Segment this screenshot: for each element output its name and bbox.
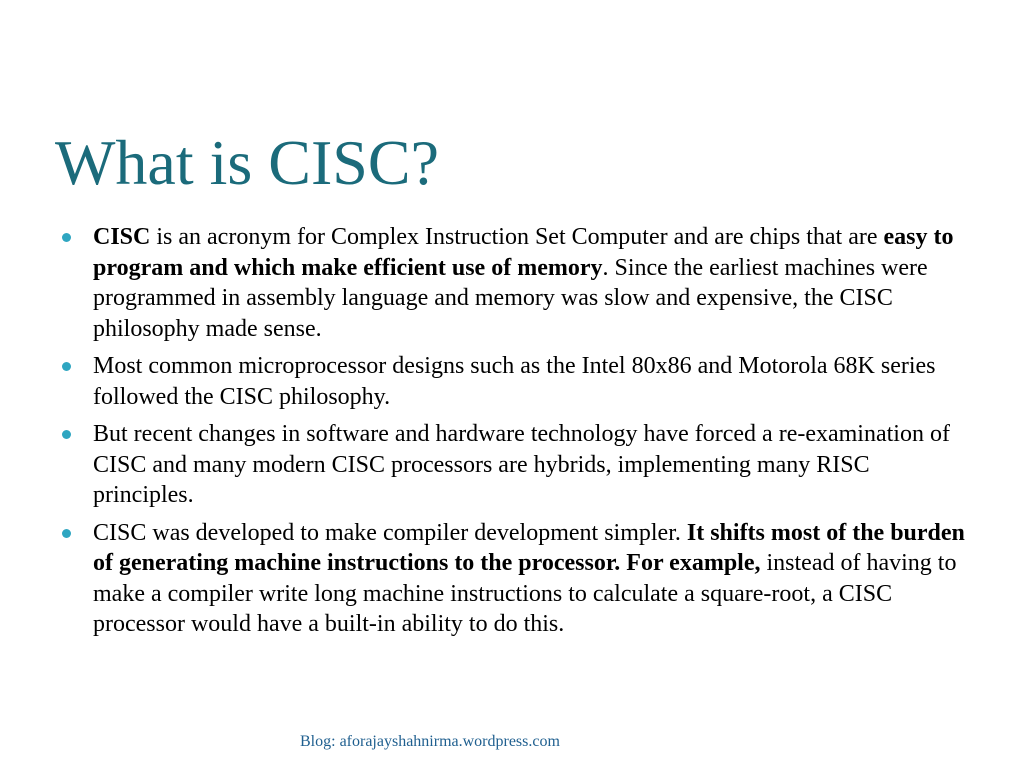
bullet-segment: CISC was developed to make compiler development simpler. (93, 519, 687, 546)
bullet-item (62, 222, 968, 344)
bullet-text (93, 353, 936, 410)
bullet-dot-icon (62, 362, 71, 371)
bullet-segment: Most common microprocessor designs such as the Intel 80x86 and Motorola 68K series followed the CISC philosophy. (93, 353, 936, 410)
bullet-bold-segment: easy to program and which make efficient use of memory (93, 224, 954, 281)
bullet-text (93, 520, 965, 638)
bullet-segment: But recent changes in software and hardware technology have forced a re-examination of CISC and many modern CISC processors are hybrids, implementing many RISC principles. (93, 421, 950, 508)
bullet-item (62, 419, 968, 511)
bullet-segment: is an acronym for Complex Instruction Set Computer and are chips that are (150, 224, 884, 250)
bullet-dot-icon (62, 233, 71, 242)
bullet-dot-icon (62, 529, 71, 538)
bullet-bold-segment: CISC (93, 224, 151, 250)
bullet-item (62, 518, 968, 640)
bullet-list (62, 222, 968, 647)
bullet-dot-icon (62, 430, 71, 439)
bullet-segment: instead of having to make a compiler write long machine instructions to calculate a square-root, a CISC processor would have a built-in ability to do this. (93, 550, 957, 637)
bullet-text (93, 224, 953, 342)
bullet-segment: . Since the earliest machines were programmed in assembly language and memory was slow and expensive, the CISC philosophy made sense. (93, 254, 928, 342)
bullet-bold-segment: It shifts most of the burden of generating machine instructions to the processor. For example, (93, 519, 965, 576)
slide-title: What is CISC? (55, 127, 439, 198)
footer-blog-link[interactable]: Blog: aforajayshahnirma.wordpress.com (300, 733, 560, 750)
bullet-item (62, 351, 968, 412)
bullet-text (93, 421, 950, 508)
